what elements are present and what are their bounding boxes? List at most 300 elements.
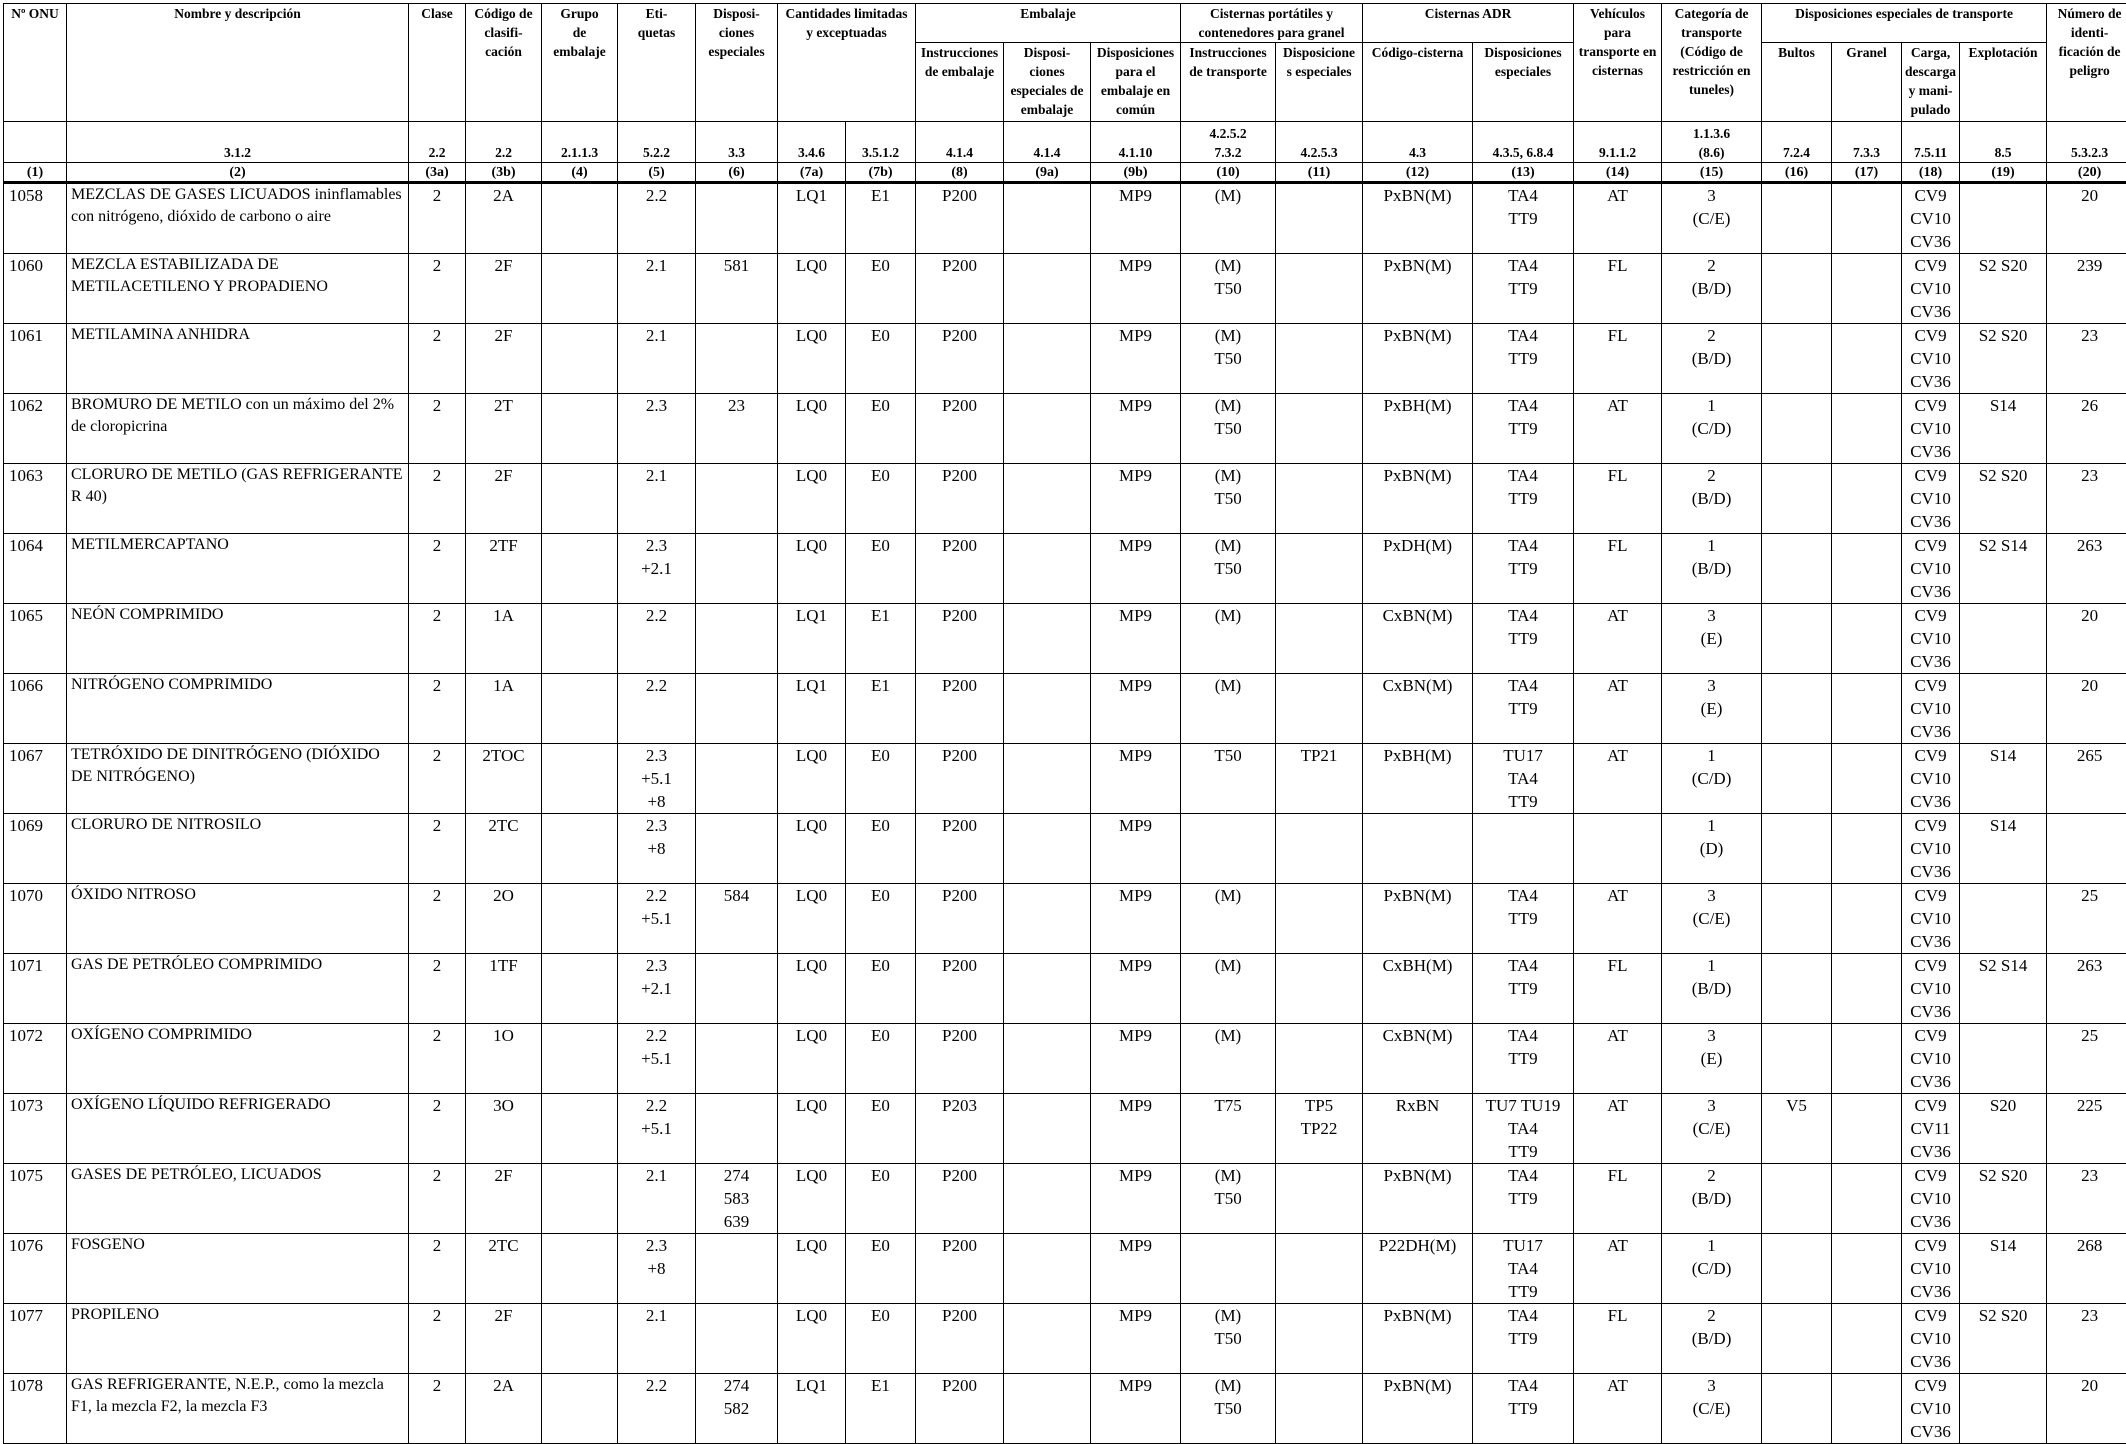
categoria-line: (B/D) <box>1665 1327 1758 1350</box>
cell-peligro: 239 <box>2047 254 2126 324</box>
cell-emb-comun: MP9 <box>1091 1094 1181 1164</box>
column-number: (18) <box>1902 163 1960 183</box>
cell-clase: 2 <box>409 884 466 954</box>
cell-cp-instr <box>1181 534 1276 604</box>
cell-eq: E0 <box>846 1304 916 1374</box>
cell-emb-disp <box>1004 1094 1091 1164</box>
categoria-line: 2 <box>1665 324 1758 347</box>
adr-disp-line: TT9 <box>1476 907 1570 930</box>
cell-vehiculos: AT <box>1574 394 1662 464</box>
cell-emb-disp <box>1004 183 1091 254</box>
cell-grupo <box>542 1234 618 1304</box>
header-etiquetas: Eti- quetas <box>618 4 696 122</box>
carga-line: CV10 <box>1905 977 1956 1000</box>
header-bultos: Bultos <box>1762 43 1832 122</box>
cell-un: 1069 <box>4 814 67 884</box>
carga-line: CV10 <box>1905 907 1956 930</box>
cell-cp-disp <box>1276 1304 1363 1374</box>
cell-etiquetas <box>618 254 696 324</box>
adr-disp-line: TA4 <box>1476 604 1570 627</box>
cell-un: 1076 <box>4 1234 67 1304</box>
cell-granel <box>1832 324 1902 394</box>
cell-emb-instr: P200 <box>916 1024 1004 1094</box>
cell-name: TETRÓXIDO DE DINITRÓGENO (DIÓXIDO DE NITRÓGENO) <box>67 744 409 814</box>
adr-disp-line: TA4 <box>1476 394 1570 417</box>
carga-line: CV36 <box>1905 510 1956 533</box>
cell-adr-disp <box>1473 183 1574 254</box>
cell-vehiculos: FL <box>1574 534 1662 604</box>
adr-disp-line: TT9 <box>1476 1327 1570 1350</box>
adr-disp-line: TT9 <box>1476 697 1570 720</box>
column-number: (9b) <box>1091 163 1181 183</box>
categoria-line: (C/E) <box>1665 1397 1758 1420</box>
categoria-line: (E) <box>1665 697 1758 720</box>
cell-codigo: 1A <box>466 604 542 674</box>
cell-cp-instr <box>1181 744 1276 814</box>
etiquetas-line: 2.1 <box>621 254 692 277</box>
cell-cp-disp <box>1276 1024 1363 1094</box>
cell-grupo <box>542 1024 618 1094</box>
cell-disp-especiales <box>696 183 778 254</box>
cell-cp-instr <box>1181 324 1276 394</box>
table-row <box>4 534 2126 604</box>
cell-eq: E0 <box>846 744 916 814</box>
cell-granel <box>1832 394 1902 464</box>
table-row <box>4 1024 2126 1094</box>
column-number: (15) <box>1662 163 1762 183</box>
cell-cp-instr <box>1181 1304 1276 1374</box>
cell-carga <box>1902 1304 1960 1374</box>
cell-bultos <box>1762 1164 1832 1234</box>
cell-emb-disp <box>1004 324 1091 394</box>
cell-etiquetas <box>618 1164 696 1234</box>
cell-emb-instr: P200 <box>916 254 1004 324</box>
categoria-line: (E) <box>1665 627 1758 650</box>
adr-disp-line: TT9 <box>1476 790 1570 813</box>
cell-cp-disp <box>1276 464 1363 534</box>
cell-emb-instr: P200 <box>916 814 1004 884</box>
disp-especiales-line: 581 <box>699 254 774 277</box>
carga-line: CV10 <box>1905 767 1956 790</box>
cell-carga <box>1902 534 1960 604</box>
cell-adr-disp <box>1473 464 1574 534</box>
cell-name: METILAMINA ANHIDRA <box>67 324 409 394</box>
cell-bultos <box>1762 604 1832 674</box>
cell-emb-instr: P200 <box>916 1374 1004 1444</box>
cell-adr-disp <box>1473 394 1574 464</box>
cell-emb-disp <box>1004 254 1091 324</box>
cell-emb-comun: MP9 <box>1091 464 1181 534</box>
carga-line: CV10 <box>1905 417 1956 440</box>
cell-bultos <box>1762 814 1832 884</box>
cell-peligro: 263 <box>2047 534 2126 604</box>
cell-name: GAS REFRIGERANTE, N.E.P., como la mezcla F1, la mezcla F2, la mezcla F3 <box>67 1374 409 1444</box>
ref-cp-disp: 4.2.5.3 <box>1276 122 1363 163</box>
cell-eq: E0 <box>846 1164 916 1234</box>
cell-lq: LQ0 <box>778 954 846 1024</box>
carga-line: CV10 <box>1905 557 1956 580</box>
cell-grupo <box>542 604 618 674</box>
adr-disp-line: TA4 <box>1476 674 1570 697</box>
carga-line: CV9 <box>1905 1024 1956 1047</box>
cell-adr-codigo: PxBN(M) <box>1363 884 1473 954</box>
etiquetas-line: 2.3 <box>621 394 692 417</box>
ref-grupo: 2.1.1.3 <box>542 122 618 163</box>
cell-cp-disp <box>1276 1234 1363 1304</box>
carga-line: CV9 <box>1905 954 1956 977</box>
cell-explotacion <box>1960 1374 2047 1444</box>
cell-granel <box>1832 604 1902 674</box>
cell-clase: 2 <box>409 254 466 324</box>
column-number: (6) <box>696 163 778 183</box>
cell-disp-especiales <box>696 954 778 1024</box>
cell-cp-instr <box>1181 1094 1276 1164</box>
carga-line: CV10 <box>1905 487 1956 510</box>
ref-codigo: 2.2 <box>466 122 542 163</box>
cp-instr-line: (M) <box>1184 1024 1272 1047</box>
cell-cp-disp <box>1276 324 1363 394</box>
etiquetas-line: 2.2 <box>621 604 692 627</box>
categoria-line: (B/D) <box>1665 977 1758 1000</box>
cell-adr-codigo: RxBN <box>1363 1094 1473 1164</box>
cell-name: NITRÓGENO COMPRIMIDO <box>67 674 409 744</box>
cell-cp-disp <box>1276 744 1363 814</box>
categoria-line: (B/D) <box>1665 557 1758 580</box>
cell-disp-especiales <box>696 884 778 954</box>
table-header <box>4 4 2126 183</box>
cell-clase: 2 <box>409 814 466 884</box>
header-emb-comun: Disposiciones para el embalaje en común <box>1091 43 1181 122</box>
cell-emb-disp <box>1004 464 1091 534</box>
cp-instr-line: (M) <box>1184 674 1272 697</box>
carga-line: CV9 <box>1905 884 1956 907</box>
cell-categoria <box>1662 183 1762 254</box>
cp-instr-line: T50 <box>1184 487 1272 510</box>
table-row <box>4 324 2126 394</box>
carga-line: CV36 <box>1905 230 1956 253</box>
ref-emb-instr: 4.1.4 <box>916 122 1004 163</box>
carga-line: CV10 <box>1905 1187 1956 1210</box>
cell-name: GAS DE PETRÓLEO COMPRIMIDO <box>67 954 409 1024</box>
adr-disp-line: TT9 <box>1476 1397 1570 1420</box>
categoria-line: 1 <box>1665 394 1758 417</box>
categoria-line: 3 <box>1665 1094 1758 1117</box>
cell-clase: 2 <box>409 394 466 464</box>
cell-eq: E0 <box>846 324 916 394</box>
ref-un <box>4 122 67 163</box>
adr-disp-line: TA4 <box>1476 1257 1570 1280</box>
cell-adr-disp <box>1473 1234 1574 1304</box>
cell-bultos <box>1762 394 1832 464</box>
disp-especiales-line: 639 <box>699 1210 774 1233</box>
header-explotacion: Explotación <box>1960 43 2047 122</box>
column-number: (7a) <box>778 163 846 183</box>
cell-codigo: 2O <box>466 884 542 954</box>
cell-adr-codigo: PxBN(M) <box>1363 1304 1473 1374</box>
column-number: (13) <box>1473 163 1574 183</box>
cell-peligro: 23 <box>2047 1304 2126 1374</box>
cell-carga <box>1902 604 1960 674</box>
cell-cp-instr <box>1181 674 1276 744</box>
cell-cp-disp <box>1276 604 1363 674</box>
cell-codigo: 2F <box>466 464 542 534</box>
etiquetas-line: +2.1 <box>621 977 692 1000</box>
cell-grupo <box>542 324 618 394</box>
cell-categoria <box>1662 254 1762 324</box>
carga-line: CV36 <box>1905 300 1956 323</box>
carga-line: CV9 <box>1905 1234 1956 1257</box>
cell-disp-especiales <box>696 1304 778 1374</box>
cp-instr-line: T50 <box>1184 1327 1272 1350</box>
cell-bultos <box>1762 464 1832 534</box>
cell-cp-disp <box>1276 183 1363 254</box>
cell-vehiculos: FL <box>1574 254 1662 324</box>
cell-etiquetas <box>618 183 696 254</box>
cell-cp-disp <box>1276 534 1363 604</box>
cell-vehiculos: FL <box>1574 464 1662 534</box>
cell-eq: E1 <box>846 674 916 744</box>
cell-carga <box>1902 1164 1960 1234</box>
cell-emb-disp <box>1004 674 1091 744</box>
cell-vehiculos <box>1574 814 1662 884</box>
ref-lq: 3.4.6 <box>778 122 846 163</box>
cp-instr-line: (M) <box>1184 464 1272 487</box>
ref-explotacion: 8.5 <box>1960 122 2047 163</box>
cell-eq: E0 <box>846 1024 916 1094</box>
cell-adr-codigo: P22DH(M) <box>1363 1234 1473 1304</box>
cell-emb-disp <box>1004 744 1091 814</box>
column-number: (3a) <box>409 163 466 183</box>
cell-peligro: 23 <box>2047 1164 2126 1234</box>
adr-disp-line: TA4 <box>1476 324 1570 347</box>
header-emb-disp: Disposi- ciones especiales de embalaje <box>1004 43 1091 122</box>
cell-clase: 2 <box>409 464 466 534</box>
cell-emb-instr: P200 <box>916 324 1004 394</box>
cell-emb-instr: P200 <box>916 674 1004 744</box>
cell-emb-disp <box>1004 1234 1091 1304</box>
cell-grupo <box>542 674 618 744</box>
cell-un: 1077 <box>4 1304 67 1374</box>
disp-especiales-line: 23 <box>699 394 774 417</box>
etiquetas-line: 2.1 <box>621 1164 692 1187</box>
cell-adr-codigo: PxBH(M) <box>1363 744 1473 814</box>
cell-grupo <box>542 1164 618 1234</box>
header-cisternas-adr: Cisternas ADR <box>1363 4 1574 43</box>
cell-carga <box>1902 254 1960 324</box>
etiquetas-line: 2.3 <box>621 534 692 557</box>
cell-un: 1061 <box>4 324 67 394</box>
table-row <box>4 954 2126 1024</box>
categoria-line: (C/E) <box>1665 1117 1758 1140</box>
cell-carga <box>1902 744 1960 814</box>
cell-bultos <box>1762 1304 1832 1374</box>
cp-instr-line: T75 <box>1184 1094 1272 1117</box>
reference-row <box>4 122 2126 163</box>
cell-adr-disp <box>1473 534 1574 604</box>
cell-emb-instr: P200 <box>916 464 1004 534</box>
cell-granel <box>1832 254 1902 324</box>
cell-categoria <box>1662 1094 1762 1164</box>
etiquetas-line: +5.1 <box>621 1047 692 1070</box>
categoria-line: (C/D) <box>1665 1257 1758 1280</box>
etiquetas-line: 2.2 <box>621 1374 692 1397</box>
cell-bultos: V5 <box>1762 1094 1832 1164</box>
cell-emb-instr: P200 <box>916 1304 1004 1374</box>
cell-eq: E0 <box>846 884 916 954</box>
etiquetas-line: 2.2 <box>621 1094 692 1117</box>
cell-lq: LQ0 <box>778 324 846 394</box>
cell-vehiculos: AT <box>1574 1094 1662 1164</box>
carga-line: CV10 <box>1905 277 1956 300</box>
cell-grupo <box>542 954 618 1024</box>
cell-adr-codigo: PxBN(M) <box>1363 254 1473 324</box>
cell-un: 1075 <box>4 1164 67 1234</box>
cell-un: 1063 <box>4 464 67 534</box>
table-row <box>4 674 2126 744</box>
cell-lq: LQ0 <box>778 254 846 324</box>
cell-etiquetas <box>618 1234 696 1304</box>
cell-vehiculos: AT <box>1574 674 1662 744</box>
cell-adr-disp <box>1473 814 1574 884</box>
header-emb-instr: Instrucciones de embalaje <box>916 43 1004 122</box>
cell-categoria <box>1662 604 1762 674</box>
carga-line: CV9 <box>1905 254 1956 277</box>
categoria-line: (E) <box>1665 1047 1758 1070</box>
carga-line: CV10 <box>1905 347 1956 370</box>
cell-adr-codigo: PxBN(M) <box>1363 1374 1473 1444</box>
carga-line: CV10 <box>1905 837 1956 860</box>
cell-emb-comun: MP9 <box>1091 534 1181 604</box>
cell-codigo: 2F <box>466 254 542 324</box>
categoria-line: 3 <box>1665 884 1758 907</box>
cell-disp-especiales <box>696 1094 778 1164</box>
cell-codigo: 2A <box>466 183 542 254</box>
cell-explotacion: S2 S14 <box>1960 534 2047 604</box>
cell-etiquetas <box>618 464 696 534</box>
cell-carga <box>1902 1374 1960 1444</box>
cell-carga <box>1902 1094 1960 1164</box>
disp-especiales-line: 583 <box>699 1187 774 1210</box>
cell-cp-instr <box>1181 254 1276 324</box>
cell-emb-comun: MP9 <box>1091 1164 1181 1234</box>
cell-un: 1060 <box>4 254 67 324</box>
categoria-line: 1 <box>1665 814 1758 837</box>
header-disp-transporte: Disposiciones especiales de transporte <box>1762 4 2047 43</box>
etiquetas-line: +8 <box>621 1257 692 1280</box>
cell-emb-instr: P200 <box>916 394 1004 464</box>
cell-disp-especiales <box>696 464 778 534</box>
cell-explotacion: S14 <box>1960 394 2047 464</box>
cell-adr-codigo: PxDH(M) <box>1363 534 1473 604</box>
column-number: (11) <box>1276 163 1363 183</box>
cell-cp-disp <box>1276 1094 1363 1164</box>
ref-vehiculos: 9.1.1.2 <box>1574 122 1662 163</box>
column-number: (7b) <box>846 163 916 183</box>
adr-disp-line: TU17 <box>1476 1234 1570 1257</box>
cell-un: 1070 <box>4 884 67 954</box>
cell-disp-especiales <box>696 534 778 604</box>
adr-disp-line: TT9 <box>1476 1280 1570 1303</box>
cp-instr-line: (M) <box>1184 394 1272 417</box>
cell-emb-instr: P200 <box>916 744 1004 814</box>
carga-line: CV9 <box>1905 604 1956 627</box>
cell-emb-instr: P200 <box>916 1164 1004 1234</box>
categoria-line: 2 <box>1665 254 1758 277</box>
cell-clase: 2 <box>409 1234 466 1304</box>
cell-granel <box>1832 1374 1902 1444</box>
cell-peligro: 20 <box>2047 674 2126 744</box>
carga-line: CV36 <box>1905 1070 1956 1093</box>
cell-eq: E1 <box>846 1374 916 1444</box>
cell-emb-comun: MP9 <box>1091 604 1181 674</box>
header-peligro: Número de identi- ficación de peligro <box>2047 4 2126 122</box>
cell-eq: E0 <box>846 1094 916 1164</box>
cell-adr-codigo: PxBN(M) <box>1363 1164 1473 1234</box>
cell-emb-disp <box>1004 534 1091 604</box>
cell-codigo: 2TC <box>466 814 542 884</box>
cp-disp-line: TP5 <box>1279 1094 1359 1117</box>
cell-peligro: 263 <box>2047 954 2126 1024</box>
cell-disp-especiales <box>696 604 778 674</box>
cell-emb-disp <box>1004 1024 1091 1094</box>
categoria-line: (C/E) <box>1665 207 1758 230</box>
carga-line: CV10 <box>1905 1397 1956 1420</box>
cp-instr-line: (M) <box>1184 954 1272 977</box>
ref-granel: 7.3.3 <box>1832 122 1902 163</box>
header-clase: Clase <box>409 4 466 122</box>
cell-name: MEZCLA ESTABILIZADA DE METILACETILENO Y PROPADIENO <box>67 254 409 324</box>
categoria-line: (B/D) <box>1665 1187 1758 1210</box>
cell-explotacion: S14 <box>1960 744 2047 814</box>
header-vehiculos: Vehículos para transporte en cisternas <box>1574 4 1662 122</box>
cell-emb-comun: MP9 <box>1091 814 1181 884</box>
cell-granel <box>1832 1094 1902 1164</box>
carga-line: CV9 <box>1905 1164 1956 1187</box>
cell-bultos <box>1762 744 1832 814</box>
cell-etiquetas <box>618 744 696 814</box>
cell-cp-instr <box>1181 464 1276 534</box>
cp-instr-line: (M) <box>1184 604 1272 627</box>
cell-emb-instr: P200 <box>916 604 1004 674</box>
cell-granel <box>1832 744 1902 814</box>
cell-explotacion <box>1960 884 2047 954</box>
cell-clase: 2 <box>409 183 466 254</box>
etiquetas-line: +2.1 <box>621 557 692 580</box>
header-cp-instr: Instrucciones de transporte <box>1181 43 1276 122</box>
cp-instr-line: T50 <box>1184 1187 1272 1210</box>
carga-line: CV9 <box>1905 1094 1956 1117</box>
carga-line: CV36 <box>1905 1420 1956 1443</box>
cell-name: OXÍGENO COMPRIMIDO <box>67 1024 409 1094</box>
cell-emb-comun: MP9 <box>1091 884 1181 954</box>
cell-cp-disp <box>1276 394 1363 464</box>
cell-vehiculos: FL <box>1574 1304 1662 1374</box>
adr-disp-line: TT9 <box>1476 1140 1570 1163</box>
cell-clase: 2 <box>409 954 466 1024</box>
cell-codigo: 2TOC <box>466 744 542 814</box>
cell-un: 1065 <box>4 604 67 674</box>
cell-cp-disp <box>1276 674 1363 744</box>
carga-line: CV11 <box>1905 1117 1956 1140</box>
column-number: (8) <box>916 163 1004 183</box>
cell-disp-especiales <box>696 324 778 394</box>
categoria-line: (C/D) <box>1665 417 1758 440</box>
cell-disp-especiales <box>696 1374 778 1444</box>
adr-disp-line: TU17 <box>1476 744 1570 767</box>
cell-un: 1067 <box>4 744 67 814</box>
adr-disp-line: TA4 <box>1476 1024 1570 1047</box>
column-number: (14) <box>1574 163 1662 183</box>
